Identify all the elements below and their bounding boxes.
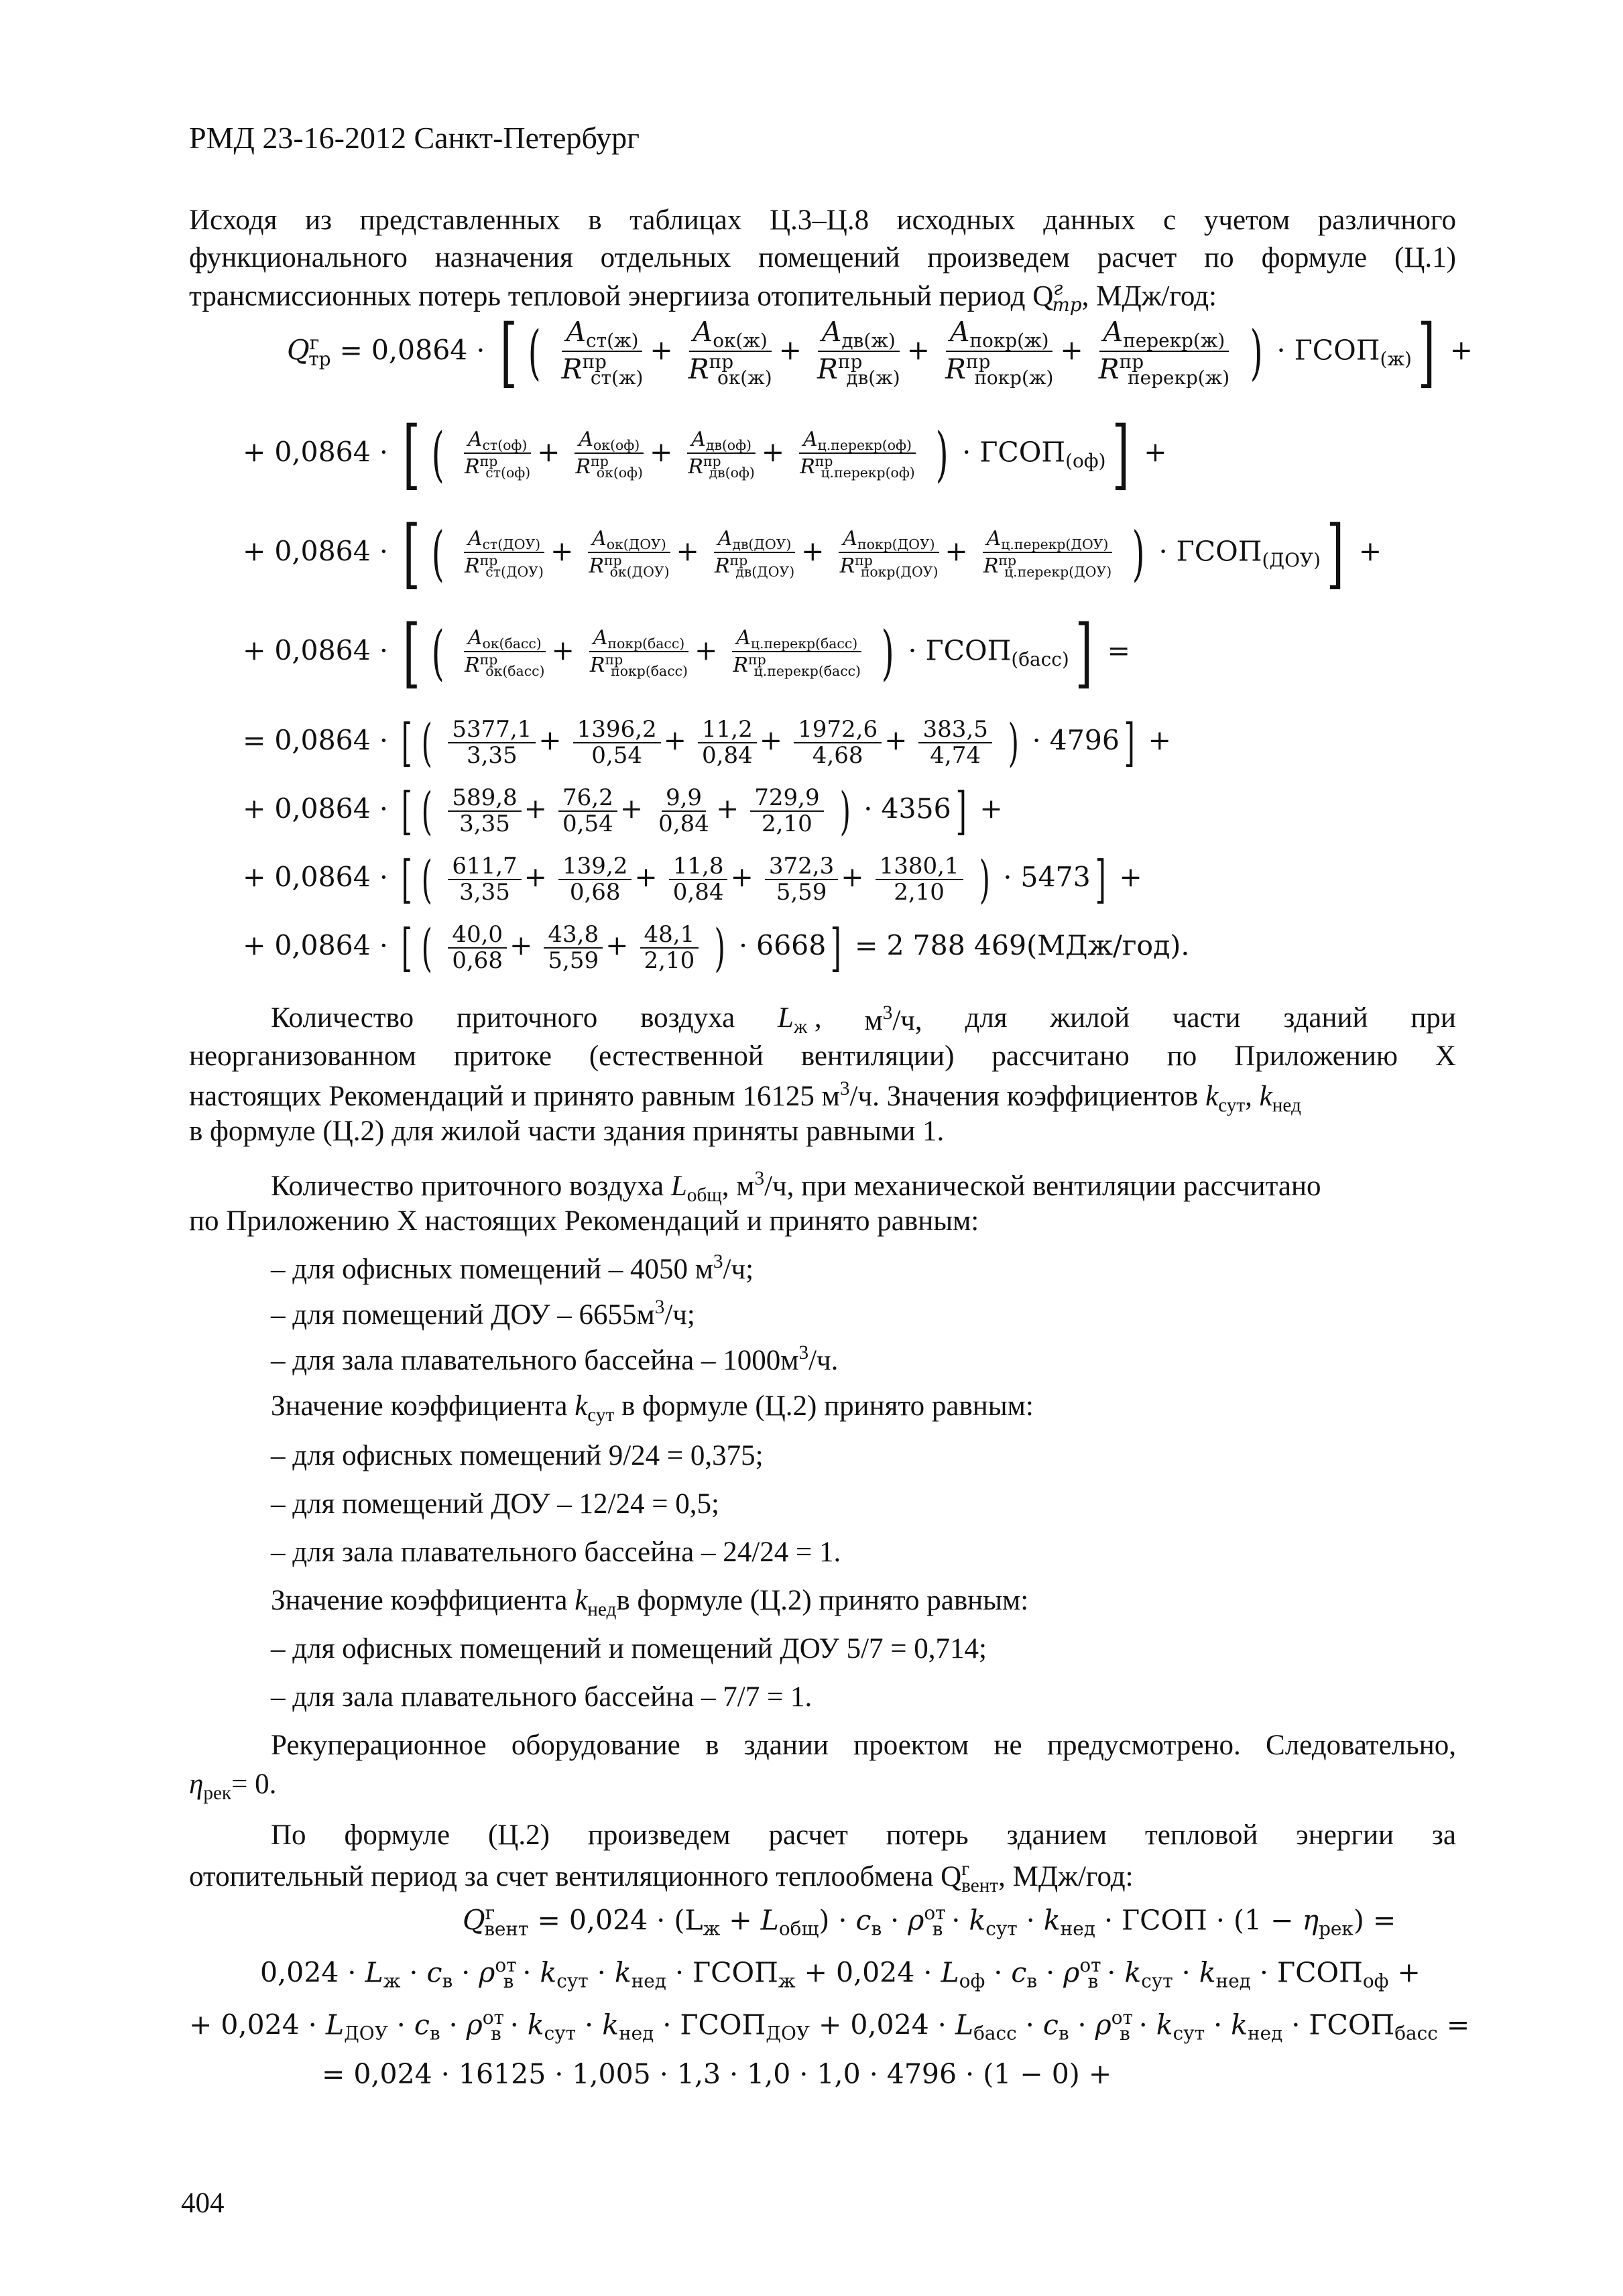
vent-formula-3: + $0,024 \cdot L_{ДОУ} \cdot c_в \cdot \rho^{от}_в \cdot k_{сут} \cdot k_{нед}$ · $ГСОП_{ДОУ} + 0,024 \cdot L_{басс} \cdot c_в \cdot \rho^{от}_в \cdot k_{сут} \cdot k_{нед}$ · $ГСОП_{басс}$ = — [189, 2006, 1470, 2045]
ksut-item-pool: – для зала плавательного бассейна – 24/24 = 1. — [271, 1536, 841, 1568]
intro-line-2: функционального назначения отдельных помещений произведем расчет по формуле (Ц.1) — [189, 242, 1456, 274]
document-header: РМД 23-16-2012 Санкт-Петербург — [189, 121, 640, 155]
recup-line-1: Рекуперационное оборудование в здании проектом не предусмотрено. Следовательно, — [271, 1730, 1456, 1761]
vent-formula-2: $0,024 \cdot L_ж \cdot c_в \cdot \rho^{от}_в \cdot k_{сут} \cdot k_{нед}$ · $ГСОП_ж + 0,024 \cdot L_{оф} \cdot c_в \cdot \rho^{от}_в \cdot k_{сут} \cdot k_{нед}$ · $ГСОП_{оф}$ + — [260, 1954, 1421, 1992]
page-number: 404 — [181, 2187, 225, 2219]
q-tr-sub: тр — [1052, 293, 1082, 316]
vent-formula-4: = 0,024 · 16125 · 1,005 · 1,3 · 1,0 · 1,0 · 4796 · (1 − 0) + — [322, 2058, 1112, 2090]
para-air-line-1: Количество приточного воздуха $L_ж$ , $м^3/ч$, для жилой части зданий при — [271, 1002, 1456, 1038]
kned-item-office-dou: – для офисных помещений и помещений ДОУ 5/7 = 0,714; — [271, 1633, 987, 1665]
kned-item-pool: – для зала плавательного бассейна – 7/7 = 1. — [271, 1681, 813, 1713]
ksut-intro: Значение коэффициента $k_{сут}$ в формуле (Ц.2) принято равным: — [271, 1390, 1034, 1426]
calc-row-1: = 0,0864 · [ ( $\frac{5377,1}{3,35}$ + $\frac{1396,2}{0,54}$ + $\frac{11,2}{0,84}$ + $\frac{1972,6}{4,68}$ + $\frac{383,5}{4,74}$ ) · 4796] + — [243, 713, 1172, 772]
q-tr-symbol — [1052, 278, 1082, 316]
para-mech-line-1: Количество приточного воздуха $L_{общ}$, $м^3/ч$, при механической вентиляции рассчитано — [271, 1168, 1321, 1206]
ksut-item-office: – для офисных помещений 9/24 = 0,375; — [271, 1440, 764, 1471]
para-air-line-2: неорганизованном притоке (естественной вентиляции) рассчитано по Приложению Х — [189, 1040, 1456, 1072]
calc-row-4: + 0,0864 · [ ( $\frac{40,0}{0,68}$ + $\frac{43,8}{5,59}$ + $\frac{48,1}{2,10}$ ) · 6668] = 2 788 469(МДж/год). — [243, 918, 1190, 977]
formula-bass: + 0,0864 · [ ( $\frac{A_{ок(басс)}}{R^{пр}_{ок(басс)}}$ + $\frac{A_{покр(басс)}}{R^{пр}_{покр(басс)}}$ + $\frac{A_{ц.перекр(басс)}}{R^{пр}_{ц.перекр(басс)}}$ ) · $ГСОП_{(басс)}$] = — [243, 609, 1130, 697]
intro-line-1: Исходя из представленных в таблицах Ц.3–Ц.8 исходных данных с учетом различного — [189, 204, 1456, 236]
kned-intro: Значение коэффициента $k_{нед}в$ формуле (Ц.2) принято равным: — [271, 1585, 1029, 1620]
mech-item-office: – для офисных помещений – 4050 $м^3/ч$; — [271, 1251, 754, 1286]
calc-row-2: + 0,0864 · [ ( $\frac{589,8}{3,35}$ + $\frac{76,2}{0,54}$ + $\frac{9,9}{0,84}$ + $\frac{729,9}{2,10}$ ) · 4356] + — [243, 781, 1003, 841]
mech-item-dou: – для помещений ДОУ – $6655м^3/ч$; — [271, 1296, 695, 1331]
vent-formula-1: $Q^г_{вент} = 0,024 \cdot (L_ж + L_{общ}) \cdot c_в \cdot \rho^{от}_в \cdot k_{сут} \cdot k_{нед}$ · ГСОП · $(1 - \eta_{рек})$ = — [463, 1902, 1396, 1940]
para-air-line-4: в формуле (Ц.2) для жилой части здания приняты равными 1. — [189, 1115, 945, 1147]
para-air-line-3: настоящих Рекомендаций и принято равным 16125 $м^3/ч$. Значения коэффициентов $k_{сут}$, $k_{нед}$ — [189, 1078, 1301, 1116]
vent-line-2: отопительный период за счет вентиляционного теплообмена $Q^г_{вент}$, МДж/год: — [189, 1858, 1134, 1896]
mech-item-pool: – для зала плавательного бассейна – $1000м^3/ч$. — [271, 1342, 839, 1377]
intro-line-3 — [189, 280, 1217, 314]
formula-zh: $Q^г_{тр} = 0,0864$ · [ ( $\frac{A_{ст(ж)}}{R^{пр}_{ст(ж)}}$ + $\frac{A_{ок(ж)}}{R^{пр}_{ок(ж)}}$ + $\frac{A_{дв(ж)}}{R^{пр}_{дв(ж)}}$ + $\frac{A_{покр(ж)}}{R^{пр}_{покр(ж)}}$ + $\frac{A_{перекр(ж)}}{R^{пр}_{перекр(ж)}}$ ) · $ГСОП_{(ж)}$] + — [287, 309, 1474, 396]
intro-line-3-text: трансмиссионных потерь тепловой энергииза отопительный период Q — [189, 280, 1054, 312]
para-mech-line-2: по Приложению Х настоящих Рекомендаций и принято равным: — [189, 1205, 979, 1237]
intro-line-3-unit: , МДж/год: — [1081, 280, 1217, 312]
vent-line-1: По формуле (Ц.2) произведем расчет потерь зданием тепловой энергии за — [271, 1819, 1456, 1851]
ksut-item-dou: – для помещений ДОУ – 12/24 = 0,5; — [271, 1488, 719, 1520]
formula-dou: + 0,0864 · [ ( $\frac{A_{ст(ДОУ)}}{R^{пр}_{ст(ДОУ)}}$ + $\frac{A_{ок(ДОУ)}}{R^{пр}_{ок(ДОУ)}}$ + $\frac{A_{дв(ДОУ)}}{R^{пр}_{дв(ДОУ)}}$ + $\frac{A_{покр(ДОУ)}}{R^{пр}_{покр(ДОУ)}}$ + $\frac{A_{ц.перекр(ДОУ)}}{R^{пр}_{ц.перекр(ДОУ)}}$ ) · $ГСОП_{(ДОУ)}$] + — [243, 510, 1382, 597]
calc-result: 2 788 469(МДж/год). — [886, 929, 1190, 962]
q-tr-sup: г — [1053, 278, 1063, 300]
recup-line-2: $\eta_{рек}= 0$. — [189, 1768, 277, 1804]
calc-row-3: + 0,0864 · [ ( $\frac{611,7}{3,35}$ + $\frac{139,2}{0,68}$ + $\frac{11,8}{0,84}$ + $\frac{372,3}{5,59}$ + $\frac{1380,1}{2,10}$ ) · 5473] + — [243, 849, 1142, 909]
formula-of: + 0,0864 · [ ( $\frac{A_{ст(оф)}}{R^{пр}_{ст(оф)}}$ + $\frac{A_{ок(оф)}}{R^{пр}_{ок(оф)}}$ + $\frac{A_{дв(оф)}}{R^{пр}_{дв(оф)}}$ + $\frac{A_{ц.перекр(оф)}}{R^{пр}_{ц.перекр(оф)}}$ ) · $ГСОП_{(оф)}$] + — [243, 411, 1167, 498]
